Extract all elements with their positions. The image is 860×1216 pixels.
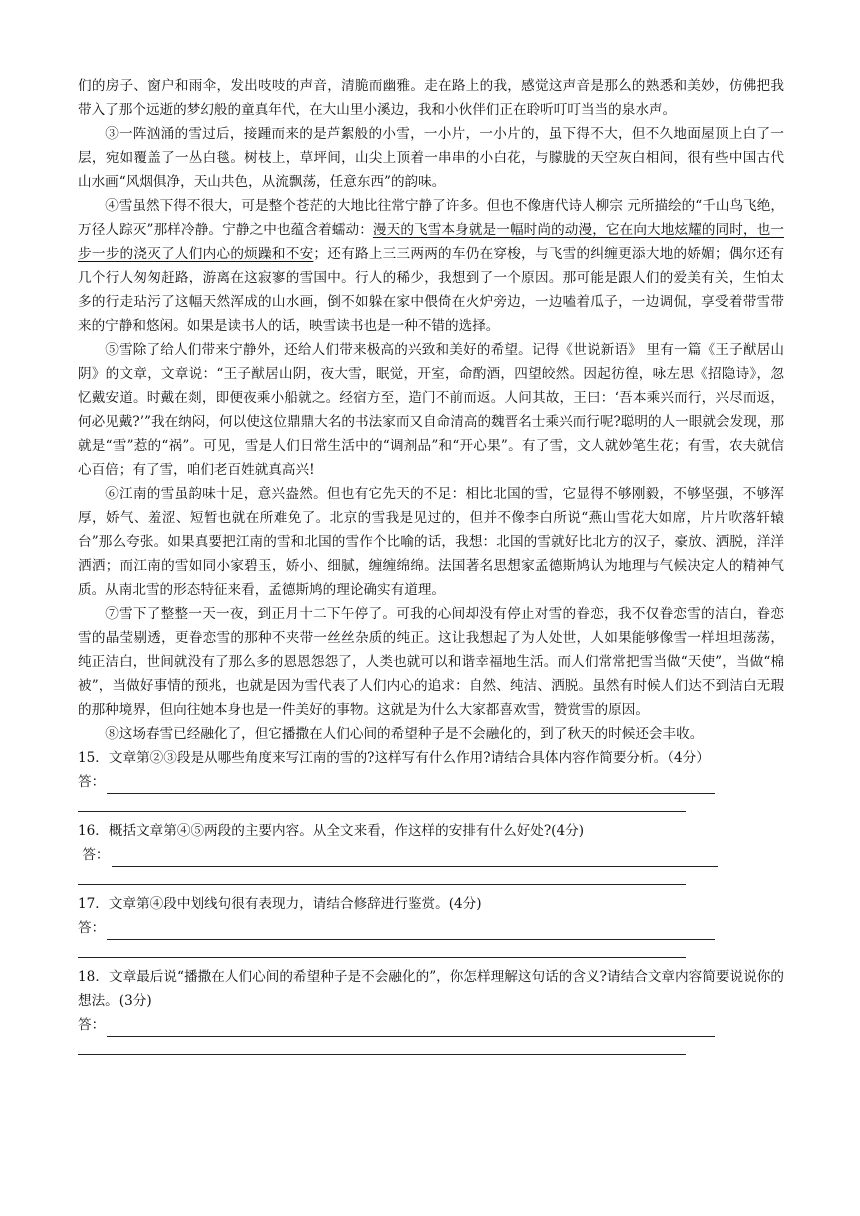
answer-label: 答：: [78, 847, 110, 863]
question-text: 15．文章第②③段是从哪些角度来写江南的雪的?这样写有什么作用?请结合具体内容作简要分析。（4分）: [78, 750, 710, 766]
answer-line[interactable]: [78, 940, 686, 958]
question-18: [78, 965, 784, 1055]
answer-row: [78, 770, 784, 794]
paragraph-2-continued: 们的房子、窗户和雨伞，发出吱吱的声音，清脆而幽雅。走在路上的我，感觉这声音是那么的熟悉和美妙，仿佛把我带入了那个远逝的梦幻般的童真年代，在大山里小溪边，我和小伙伴们正在聆听叮叮当当的泉水声。: [78, 78, 784, 118]
question-16: [78, 819, 784, 885]
answer-row: [78, 843, 784, 867]
answer-line[interactable]: [107, 1019, 715, 1037]
answer-line[interactable]: [112, 849, 718, 867]
paragraph-6: ⑥江南的雪虽韵味十足，意兴盎然。但也有它先天的不足：相比北国的雪，它显得不够刚毅，不够坚强，不够浑厚，娇气、羞涩、短暂也就在所难免了。北京的雪我是见过的，但并不像李白所说“燕山雪花大如席，片片吹落轩辕台”那么夸张。如果真要把江南的雪和北国的雪作个比喻的话，我想：北国的雪就好比北方的汉子，豪放、洒脱，洋洋洒洒；而江南的雪如同小家碧玉，娇小、细腻，缠缠绵绵。法国著名思想家孟德斯鸠认为地理与气候决定人的精神气质。从南北雪的形态特征来看，孟德斯鸠的理论确实有道理。: [78, 486, 784, 598]
paragraph-3: ③一阵汹涌的雪过后，接踵而来的是芦絮般的小雪，一小片，一小片的，虽下得不大，但不久地面屋顶上白了一层，宛如覆盖了一丛白毯。树枝上，草坪间，山尖上顶着一串串的小白花，与朦胧的天空灰白相间，很有些中国古代山水画“风烟俱净，天山共色，从流飘荡，任意东西”的韵味。: [78, 126, 784, 190]
question-17: [78, 892, 784, 958]
answer-line[interactable]: [78, 1037, 686, 1055]
question-text: 18．文章最后说“播撒在人们心间的希望种子是不会融化的”，你怎样理解这句话的含义?请结合文章内容简要说说你的想法。(3分): [78, 969, 784, 1009]
question-text: 16．概括文章第④⑤两段的主要内容。从全文来看，作这样的安排有什么好处?(4分): [78, 823, 585, 839]
question-15: [78, 746, 784, 812]
answer-line[interactable]: [107, 776, 715, 794]
paragraph-4-text-after: ；还有路上三三两两的车仍在穿梭，与飞雪的纠缠更添大地的娇媚；偶尔还有几个行人匆匆赶路，游离在这寂寥的雪国中。行人的稀少，我想到了一个原因。那可能是跟人们的爱美有关，生怕太多的行走玷污了这幅天然浑成的山水画，倒不如躲在家中偎倚在火炉旁边，一边嗑着瓜子，一边调侃，享受着带雪带来的宁静和悠闲。如果是读书人的话，映雪读书也是一种不错的选择。: [78, 246, 785, 334]
answer-line[interactable]: [78, 867, 686, 885]
paragraph-4: [78, 194, 784, 338]
paragraph-7: ⑦雪下了整整一天一夜，到正月十二下午停了。可我的心间却没有停止对雪的眷恋，我不仅眷恋雪的洁白，眷恋雪的晶莹剔透，更眷恋雪的那种不夹带一丝丝杂质的纯正。这让我想起了为人处世，人如果能够像雪一样坦坦荡荡，纯正洁白，世间就没有了那么多的恩恩怨怨了，人类也就可以和谐幸福地生活。而人们常常把雪当做“天使”，当做“棉被”，当做好事情的预兆，也就是因为雪代表了人们内心的追求：自然、纯洁、洒脱。虽然有时候人们达不到洁白无瑕的那种境界，但向往她本身也是一件美好的事物。这就是为什么大家都喜欢雪，赞赏雪的原因。: [78, 606, 784, 718]
paragraph-4-text-before: ④雪虽然下得不很大，可是整个苍茫的大地比往常宁静了许多。但也不像唐代诗人柳宗 元所描绘的“千山鸟飞绝，万径人踪灭”那样冷静。宁静之中也蕴含着蠕动：: [78, 198, 784, 238]
answer-label: 答：: [78, 920, 106, 936]
answer-line[interactable]: [107, 922, 715, 940]
answer-label: 答：: [78, 1017, 106, 1033]
answer-row: [78, 1013, 784, 1037]
question-text: 17．文章第④段中划线句很有表现力，请结合修辞进行鉴赏。(4分): [78, 896, 482, 912]
underlined-sentence: 漫天的飞雪本身就是一幅时尚的动漫，它在向大地炫耀的同时，也一步一步的浇灭了人们内心的烦躁和不安: [78, 222, 784, 262]
answer-row: [78, 916, 784, 940]
answer-label: 答：: [78, 774, 106, 790]
reading-passage: [78, 74, 784, 1062]
answer-line[interactable]: [78, 794, 686, 812]
paragraph-8: ⑧这场春雪已经融化了，但它播撒在人们心间的希望种子是不会融化的，到了秋天的时候还会丰收。: [105, 726, 704, 742]
paragraph-5: ⑤雪除了给人们带来宁静外，还给人们带来极高的兴致和美好的希望。记得《世说新语》 里有一篇《王子猷居山阴》的文章，文章说：“王子猷居山阴，夜大雪，眠觉，开室，命酌酒，四望皎然。因起彷徨，咏左思《招隐诗》，忽忆戴安道。时戴在剡，即便夜乘小船就之。经宿方至，造门不前而返。人问其故，王曰：‘吾本乘兴而行，兴尽而返，何必见戴?’”我在纳闷，何以使这位鼎鼎大名的书法家而又自命清高的魏晋名士乘兴而行呢?聪明的人一眼就会发现，那就是“雪”惹的“祸”。可见，雪是人们日常生活中的“调剂品”和“开心果”。有了雪，文人就妙笔生花；有雪，农夫就信心百倍；有了雪，咱们老百姓就真高兴!: [78, 342, 784, 478]
